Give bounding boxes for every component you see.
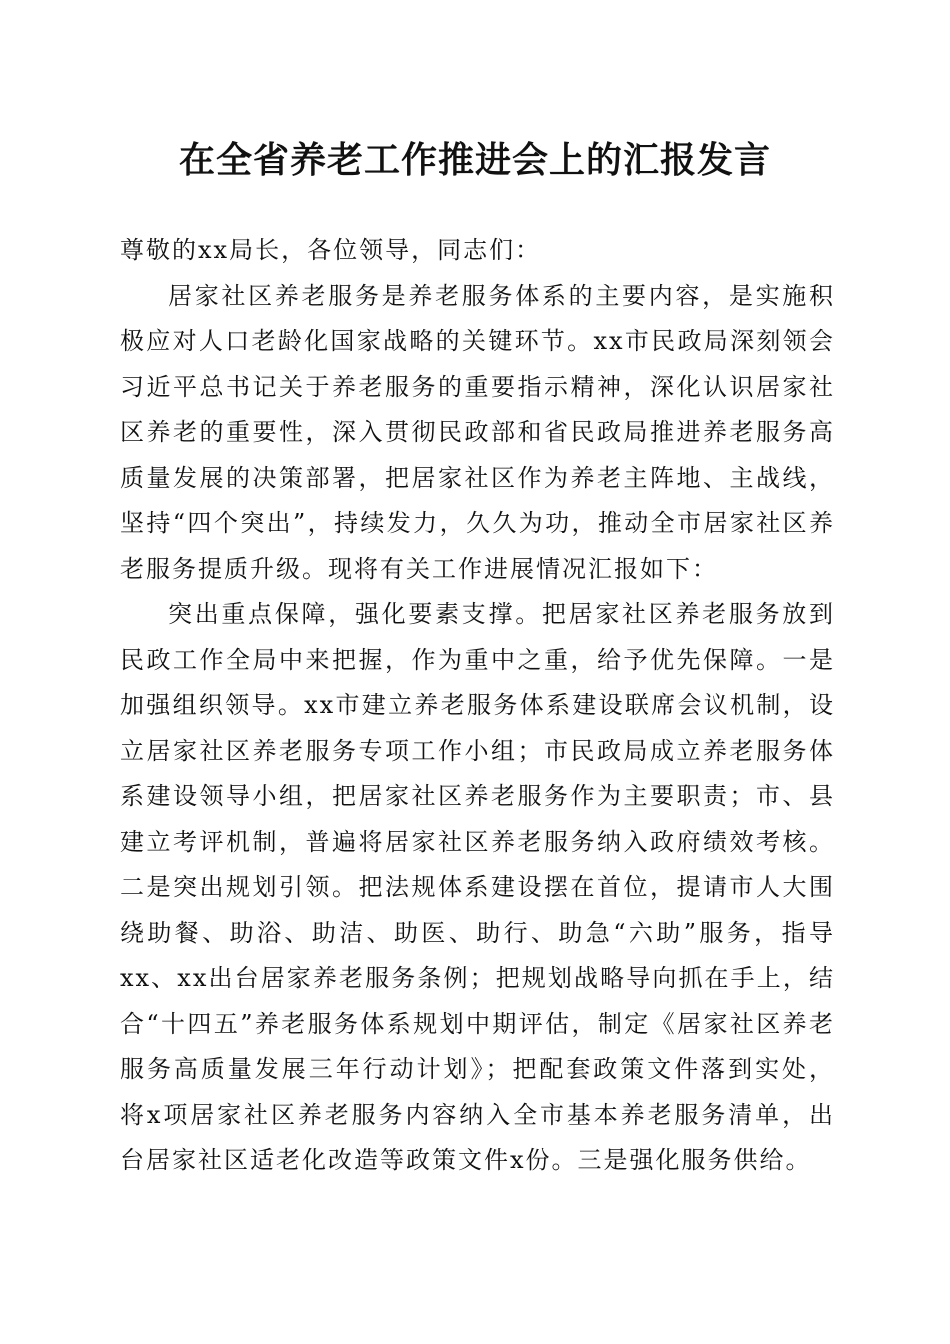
document-body xyxy=(120,228,835,1184)
paragraph-2: 突出重点保障，强化要素支撑。把居家社区养老服务放到民政工作全局中来把握，作为重中之重，给予优先保障。一是加强组织领导。xx市建立养老服务体系建设联席会议机制，设立居家社区养老服务专项工作小组；市民政局成立养老服务体系建设领导小组，把居家社区养老服务作为主要职责；市、县建立考评机制，普遍将居家社区养老服务纳入政府绩效考核。二是突出规划引领。把法规体系建设摆在首位，提请市人大围绕助餐、助浴、助洁、助医、助行、助急“六助”服务，指导xx、xx出台居家养老服务条例；把规划战略导向抓在手上，结合“十四五”养老服务体系规划中期评估，制定《居家社区养老服务高质量发展三年行动计划》；把配套政策文件落到实处，将x项居家社区养老服务内容纳入全市基本养老服务清单，出台居家社区适老化改造等政策文件x份。三是强化服务供给。 xyxy=(120,600,835,1174)
document-title: 在全省养老工作推进会上的汇报发言 xyxy=(178,139,771,181)
salutation: 尊敬的xx局长，各位领导，同志们： xyxy=(120,236,542,264)
paragraph-1: 居家社区养老服务是养老服务体系的主要内容，是实施积极应对人口老龄化国家战略的关键环节。xx市民政局深刻领会习近平总书记关于养老服务的重要指示精神，深化认识居家社区养老的重要性，深入贯彻民政部和省民政局推进养老服务高质量发展的决策部署，把居家社区作为养老主阵地、主战线，坚持“四个突出”，持续发力，久久为功，推动全市居家社区养老服务提质升级。现将有关工作进展情况汇报如下： xyxy=(120,281,835,583)
